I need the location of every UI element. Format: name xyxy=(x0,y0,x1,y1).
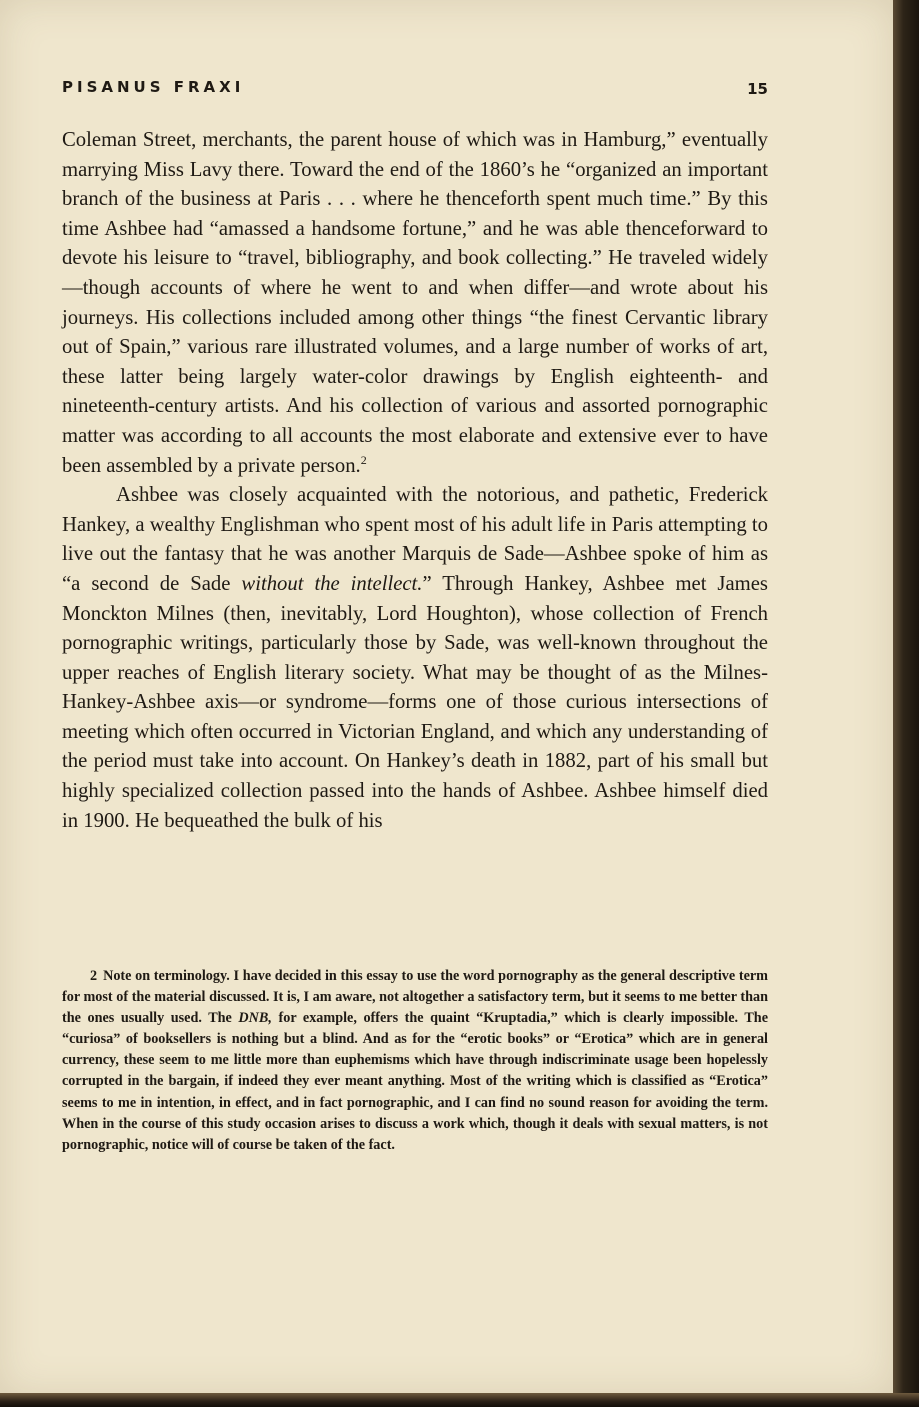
paragraph-2-text-end: ” Through Hankey, Ashbee met James Monckton Milnes (then, inevitably, Lord Houghton), whose collection of French pornographic writings, particularly those by Sade, was well-known throughout the upper reaches of English literary society. What may be thought of as the Milnes-Hankey-Ashbee axis—or syndrome—forms one of those curious intersections of meeting which often occurred in Victorian England, and which any understanding of the period must take into account. On Hankey’s death in 1882, part of his small but highly specialized collection passed into the hands of Ashbee. Ashbee himself died in 1900. He bequeathed the bulk of his xyxy=(62,572,768,832)
footnote-reference: 2 xyxy=(360,452,367,467)
footnote-text-end: for example, offers the quaint “Kruptadia,” which is clearly impossible. The “curiosa” of booksellers is nothing but a blind. And as for the “erotic books” or “Erotica” which are in general currency, these seem to me little more than euphemisms which have through indiscriminate usage been hopelessly corrupted in the bargain, if indeed they ever meant anything. Most of the writing which is classified as “Erotica” seems to me in intention, in effect, and in fact pornographic, and I can find no sound reason for avoiding the term. When in the course of this study occasion arises to discuss a work which, though it deals with sexual matters, is not pornographic, notice will of course be taken of the fact. xyxy=(62,1010,768,1153)
paragraph-2 xyxy=(62,481,768,836)
paragraph-2-text-start: Ashbee was closely acquainted with the notorious, and pathetic, Frederick Hankey, a wealthy Englishman who spent most of his adult life in Paris attempting to live out the fantasy that he was another Marquis de Sade—Ashbee spoke of him as “a second de Sade xyxy=(62,484,768,595)
footnote-dnb-title: DNB, xyxy=(238,1010,272,1027)
page-number: 15 xyxy=(747,80,768,98)
book-bottom-edge xyxy=(0,1393,919,1407)
paragraph-1 xyxy=(62,126,768,481)
paragraph-1-text: Coleman Street, merchants, the parent house of which was in Hamburg,” eventually marrying Miss Lavy there. Toward the end of the 1860’s he “organized an important branch of the business at Paris . . . where he thenceforth spent much time.” By this time Ashbee had “amassed a handsome fortune,” and he was able thenceforward to devote his leisure to “travel, bibliography, and book collecting.” He traveled widely—though accounts of where he went to and when differ—and wrote about his journeys. His collections included among other things “the finest Cervantic library out of Spain,” various rare illustrated volumes, and a large number of works of art, these latter being largely water-color drawings by English eighteenth- and nineteenth-century artists. And his collection of various and assorted pornographic matter was according to all accounts the most elaborate and extensive ever to have been assembled by a private person. xyxy=(62,129,768,477)
footnote xyxy=(62,966,768,1156)
running-head: PISANUS FRAXI xyxy=(62,78,245,96)
body-text xyxy=(62,126,768,836)
page-header xyxy=(62,76,768,106)
book-spine-edge xyxy=(893,0,919,1407)
footnote-number: 2 xyxy=(90,968,98,984)
footnote-text-start: Note on terminology. I have decided in this essay to use the word pornography as the general descriptive term for most of the material discussed. It is, I am aware, not altogether a satisfactory term, but it seems to me better than the ones usually used. The xyxy=(62,968,768,1027)
paragraph-2-italic-phrase: without the intellect. xyxy=(241,572,423,595)
